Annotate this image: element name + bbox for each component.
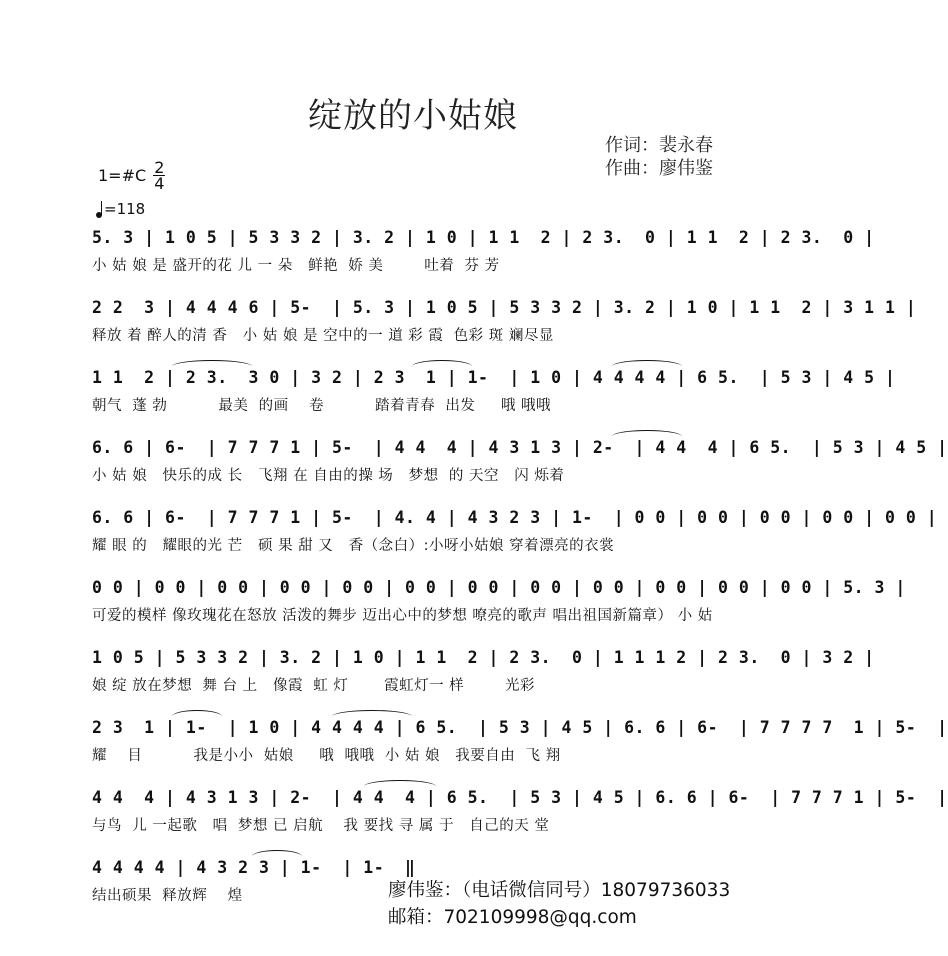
time-signature	[153, 160, 165, 191]
score-system-2	[92, 296, 917, 366]
tie-mark	[172, 710, 222, 723]
song-title: 绽放的小姑娘	[308, 96, 518, 136]
contact-info: 廖伟鉴：（电话微信同号）18079736033	[388, 880, 731, 901]
tie-mark	[332, 710, 412, 723]
notation-line: 5. 3 | 1 0 5 | 5 3 3 2 | 3. 2 | 1 0 | 1 1 2 | 2 3. 0 | 1 1 2 | 2 3. 0 |	[92, 228, 875, 247]
time-signature-top: 2	[154, 158, 165, 177]
lyric-line: 释放 着 醉人的清 香 小 姑 娘 是 空中的一 道 彩 霞 色彩 斑 斓尽显	[92, 328, 554, 344]
notation-line: 2 2 3 | 4 4 4 6 | 5- | 5. 3 | 1 0 5 | 5 3 3 2 | 3. 2 | 1 0 | 1 1 2 | 3 1 1 |	[92, 298, 917, 317]
lyric-line: 朝气 蓬 勃 最美 的画 卷 踏着青春 出发 哦 哦哦	[92, 398, 552, 414]
notation-line: 0 0 | 0 0 | 0 0 | 0 0 | 0 0 | 0 0 | 0 0 | 0 0 | 0 0 | 0 0 | 0 0 | 0 0 | 5. 3 |	[92, 578, 906, 597]
lyric-line: 结出硕果 释放辉 煌	[92, 888, 243, 904]
score	[92, 226, 948, 926]
lyric-line: 娘 绽 放在梦想 舞 台 上 像霞 虹 灯 霞虹灯一 样 光彩	[92, 678, 536, 694]
lyric-line: 可爱的模样 像玫瑰花在怒放 活泼的舞步 迈出心中的梦想 嘹亮的歌声 唱出祖国新篇章） 小 姑	[92, 608, 713, 624]
score-system-5	[92, 506, 938, 576]
score-system-9	[92, 786, 948, 856]
lyric-line: 与鸟 儿 一起歌 唱 梦想 已 启航 我 要找 寻 属 于 自己的天 堂	[92, 818, 550, 834]
tie-mark	[412, 360, 472, 373]
tempo-value: =118	[104, 200, 146, 218]
time-signature-bottom: 4	[154, 174, 165, 193]
tie-mark	[364, 780, 436, 793]
tie-mark	[172, 360, 252, 373]
lyric-line: 小 姑 娘 快乐的成 长 飞翔 在 自由的操 场 梦想 的 天空 闪 烁着	[92, 468, 565, 484]
lyricist-credit: 作词：裴永春	[605, 135, 713, 156]
notation-line: 6. 6 | 6- | 7 7 7 1 | 5- | 4. 4 | 4 3 2 3 | 1- | 0 0 | 0 0 | 0 0 | 0 0 | 0 0 |	[92, 508, 938, 527]
lyric-line: 耀 眼 的 耀眼的光 芒 硕 果 甜 又 香（念白）:小呀小姑娘 穿着漂亮的衣裳	[92, 538, 615, 554]
notation-line: 6. 6 | 6- | 7 7 7 1 | 5- | 4 4 4 | 4 3 1 3 | 2- | 4 4 4 | 6 5. | 5 3 | 4 5 |	[92, 438, 948, 457]
notation-line: 2 3 1 | 1- | 1 0 | 4 4 4 4 | 6 5. | 5 3 | 4 5 | 6. 6 | 6- | 7 7 7 7 1 | 5- |	[92, 718, 948, 737]
tie-mark	[252, 850, 302, 863]
tempo-marking	[96, 200, 145, 218]
key-signature	[98, 160, 165, 191]
notation-line: 4 4 4 4 | 4 3 2 3 | 1- | 1- ‖	[92, 858, 416, 877]
score-system-4	[92, 436, 948, 506]
score-system-1	[92, 226, 875, 296]
score-system-8	[92, 716, 948, 786]
score-system-6	[92, 576, 906, 646]
notation-line: 4 4 4 | 4 3 1 3 | 2- | 4 4 4 | 6 5. | 5 3 | 4 5 | 6. 6 | 6- | 7 7 7 1 | 5- |	[92, 788, 948, 807]
lyric-line: 小 姑 娘 是 盛开的花 儿 一 朵 鲜艳 娇 美 吐着 芬 芳	[92, 258, 500, 274]
score-system-7	[92, 646, 875, 716]
notation-line: 1 1 2 | 2 3. 3 0 | 3 2 | 2 3 1 | 1- | 1 0 | 4 4 4 4 | 6 5. | 5 3 | 4 5 |	[92, 368, 896, 387]
tie-mark	[612, 360, 682, 373]
quarter-note-icon	[96, 212, 102, 218]
score-system-3	[92, 366, 896, 436]
lyric-line: 耀 目 我是小小 姑娘 哦 哦哦 小 姑 娘 我要自由 飞 翔	[92, 748, 561, 764]
notation-line: 1 0 5 | 5 3 3 2 | 3. 2 | 1 0 | 1 1 2 | 2 3. 0 | 1 1 1 2 | 2 3. 0 | 3 2 |	[92, 648, 875, 667]
email-info: 邮箱：702109998@qq.com	[388, 907, 637, 928]
key-label: 1=#C	[98, 166, 147, 185]
composer-credit: 作曲：廖伟鉴	[605, 158, 713, 179]
credits	[605, 134, 713, 180]
tie-mark	[612, 430, 682, 443]
